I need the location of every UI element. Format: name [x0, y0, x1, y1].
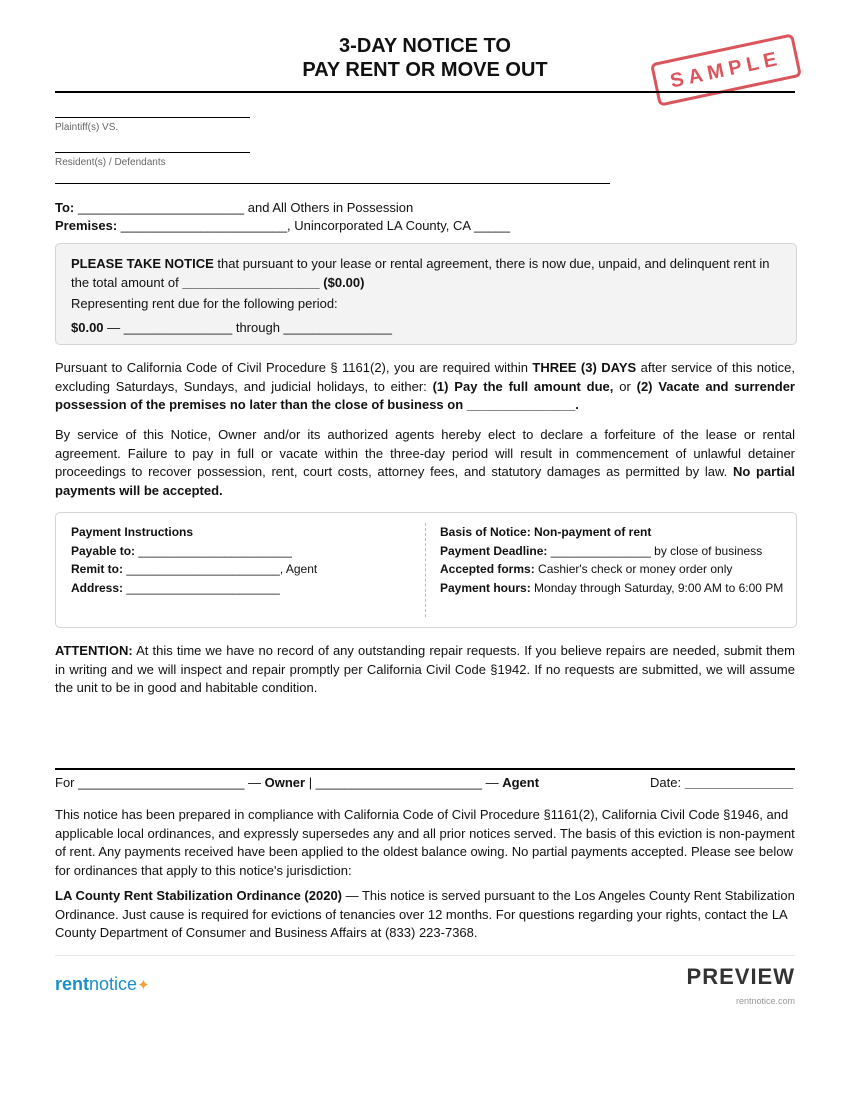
amount-blank: ___________________	[182, 274, 320, 290]
attention-text: At this time we have no record of any outstanding repair requests. If you believe repairs are needed, submit them in writing and we will inspect and repair promptly per California Civil Code §1942. If no requests are submitted, we will assume the unit to be in good and habitable condition.	[55, 643, 795, 695]
date-label: Date:	[650, 775, 685, 790]
hours-value: Monday through Saturday, 9:00 AM to 6:00 PM	[530, 580, 784, 595]
deadline-value: _______________ by close of business	[547, 543, 763, 558]
forms-value: Cashier's check or money order only	[534, 562, 733, 576]
payment-right-column	[440, 523, 785, 597]
date-field	[650, 774, 793, 792]
address-label: Address:	[71, 580, 124, 595]
payable-value: _______________________	[135, 543, 292, 558]
p2-text: By service of this Notice, Owner and/or its authorized agents hereby elect to declare a forfeiture of the lease or rental agreement. Failure to pay in full or vacate within the three-day period will result in commencement of unlawful detainer proceedings to recover possession, rent, court costs, attorney fees, and statutory damages as permitted by law.	[55, 427, 795, 479]
payment-heading: Payment Instructions	[71, 525, 194, 539]
notice-box	[55, 243, 797, 345]
notice-lead-text: that pursuant to your lease or rental agreement, there is now due, unpaid, and delinquent rent in the total amount of	[71, 256, 770, 290]
deadline-paragraph	[55, 359, 795, 415]
ordinance-text: — This notice is served pursuant to the Los Angeles County Rent Stabilization Ordinance. Just cause is required for evictions of tenancies over 12 months. For questions regarding your rights, contact the LA County Department of Consumer and Business Affairs at (833) 223-7368.	[55, 888, 795, 940]
remit-value: _______________________, Agent	[123, 562, 318, 576]
compliance-paragraph: This notice has been prepared in compliance with California Code of Civil Procedure §1161(2), California Civil Code §1946, and applicable local ordinances, and expressly supersedes any and all prior notices served. The basis of this eviction is non-payment of rent. Any payments received have been applied to the oldest balance owing. No partial payments accepted. Please see below for ordinances that apply to this notice's jurisdiction:	[55, 807, 795, 878]
period-amount: $0.00	[71, 320, 104, 335]
resident-blank	[55, 152, 250, 153]
plaintiff-blank	[55, 117, 250, 118]
owner-label: Owner	[264, 775, 306, 790]
logo-bold: rent	[55, 974, 90, 994]
footer-divider	[55, 955, 795, 956]
logo-rest: notice	[89, 974, 138, 994]
premises-text: _______________________, Unincorporated LA County, CA _____	[117, 218, 511, 233]
title-line-2: PAY RENT OR MOVE OUT	[302, 59, 548, 81]
plaintiff-label: Plaintiff(s) VS.	[55, 122, 119, 133]
ordinance-title: LA County Rent Stabilization Ordinance (2020)	[55, 888, 342, 903]
deadline-label: Payment Deadline:	[440, 543, 548, 558]
signature-divider	[55, 768, 795, 770]
ordinance-paragraph	[55, 887, 795, 943]
case-blank	[55, 183, 610, 184]
signature-mid: | _______________________ —	[305, 775, 503, 790]
basis-of-notice: Basis of Notice: Non-payment of rent	[440, 525, 652, 539]
agent-label: Agent	[502, 775, 540, 790]
to-label: To:	[55, 200, 75, 215]
preview-label: PREVIEW	[686, 964, 795, 989]
notice-text	[71, 255, 771, 292]
address-value: _______________________	[123, 580, 280, 595]
to-line	[55, 199, 413, 217]
payable-label: Payable to:	[71, 543, 136, 558]
p1-text-c: after service of this notice, excluding Saturdays, Sundays, and judicial holidays, to either:	[55, 360, 796, 394]
attention-label: ATTENTION:	[55, 643, 133, 658]
payment-left-column	[71, 523, 411, 597]
date-blank: _______________	[684, 775, 794, 790]
forfeiture-paragraph	[55, 426, 795, 500]
notice-lead: PLEASE TAKE NOTICE	[71, 256, 214, 271]
payment-divider	[425, 523, 426, 617]
attention-paragraph	[55, 642, 795, 698]
sample-stamp: SAMPLE	[650, 33, 802, 106]
hours-label: Payment hours:	[440, 580, 531, 595]
premises-label: Premises:	[55, 218, 118, 233]
p2-no-partial: No partial payments will be accepted.	[55, 464, 795, 498]
p1-text-a: Pursuant to California Code of Civil Procedure § 1161(2), you are required within	[55, 360, 533, 375]
forms-label: Accepted forms:	[440, 562, 535, 576]
p1-three-days: THREE (3) DAYS	[532, 360, 637, 375]
to-text: _______________________ and All Others in Possession	[74, 200, 414, 215]
resident-label: Resident(s) / Defendants	[55, 157, 166, 168]
p1-option-pay: (1) Pay the full amount due,	[432, 378, 614, 394]
title-divider	[55, 91, 795, 93]
title-line-1: 3-DAY NOTICE TO	[339, 35, 511, 57]
signature-line	[55, 774, 795, 792]
payment-box	[55, 512, 797, 628]
p1-option-vacate: (2) Vacate and surrender possession of the premises no later than the close of business on _______________.	[55, 378, 795, 412]
period-label: Representing rent due for the following period:	[71, 296, 338, 311]
p1-or: or	[613, 378, 637, 394]
amount-value: ($0.00)	[319, 274, 365, 290]
period-range: — _______________ through _______________	[103, 320, 392, 335]
remit-label: Remit to:	[71, 562, 123, 576]
premises-line	[55, 217, 510, 235]
for-text: For _______________________ —	[55, 775, 265, 790]
sparkle-icon: ✦	[137, 977, 150, 994]
rentnotice-logo	[55, 974, 150, 995]
period-line	[71, 320, 392, 335]
site-url: rentnotice.com	[735, 996, 795, 1006]
